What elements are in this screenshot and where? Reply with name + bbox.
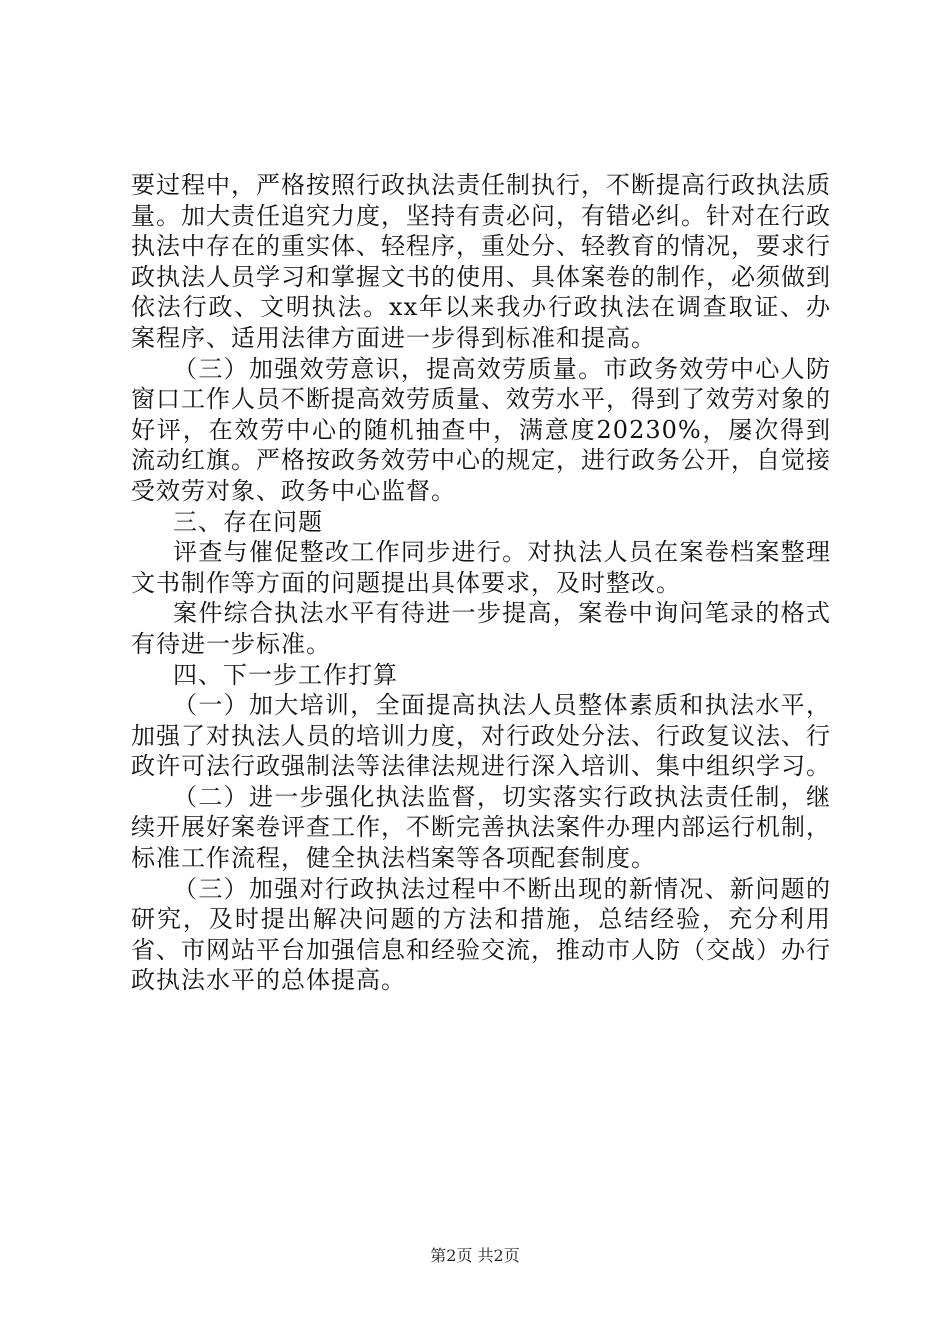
paragraph-research: （三）加强对行政执法过程中不断出现的新情况、新问题的研究，及时提出解决问题的方法和措施，总结经验，充分利用省、市网站平台加强信息和经验交流，推动市人防（交战）办行政执法水平的总体提高。 (131, 874, 831, 995)
paragraph-supervision: （二）进一步强化执法监督，切实落实行政执法责任制，继续开展好案卷评查工作，不断完善执法案件办理内部运行机制，标准工作流程，健全执法档案等各项配套制度。 (131, 782, 831, 873)
heading-next-steps: 四、下一步工作打算 (173, 660, 398, 689)
paragraph-review-rectification: 评查与催促整改工作同步进行。对执法人员在案卷档案整理文书制作等方面的问题提出具体要求，及时整改。 (131, 538, 831, 597)
document-body (131, 170, 831, 996)
paragraph-service-quality: （三）加强效劳意识，提高效劳质量。市政务效劳中心人防窗口工作人员不断提高效劳质量、效劳水平，得到了效劳对象的好评，在效劳中心的随机抽查中，满意度20230%，屡次得到流动红旗。严格按政务效劳中心的规定，进行政务公开，自觉接受效劳对象、政务中心监督。 (131, 354, 831, 505)
paragraph-continuation: 要过程中，严格按照行政执法责任制执行，不断提高行政执法质量。加大责任追究力度，坚持有责必问，有错必纠。针对在行政执法中存在的重实体、轻程序，重处分、轻教育的情况，要求行政执法人员学习和掌握文书的使用、具体案卷的制作，必须做到依法行政、文明执法。xx年以来我办行政执法在调查取证、办案程序、适用法律方面进一步得到标准和提高。 (131, 171, 831, 352)
page-number-footer: 第2页 共2页 (430, 1246, 520, 1265)
paragraph-training: （一）加大培训，全面提高执法人员整体素质和执法水平，加强了对执法人员的培训力度，对行政处分法、行政复议法、行政许可法行政强制法等法律法规进行深入培训、集中组织学习。 (131, 691, 831, 781)
paragraph-enforcement-level: 案件综合执法水平有待进一步提高，案卷中询问笔录的格式有待进一步标准。 (131, 599, 831, 658)
heading-existing-problems: 三、存在问题 (173, 507, 323, 536)
